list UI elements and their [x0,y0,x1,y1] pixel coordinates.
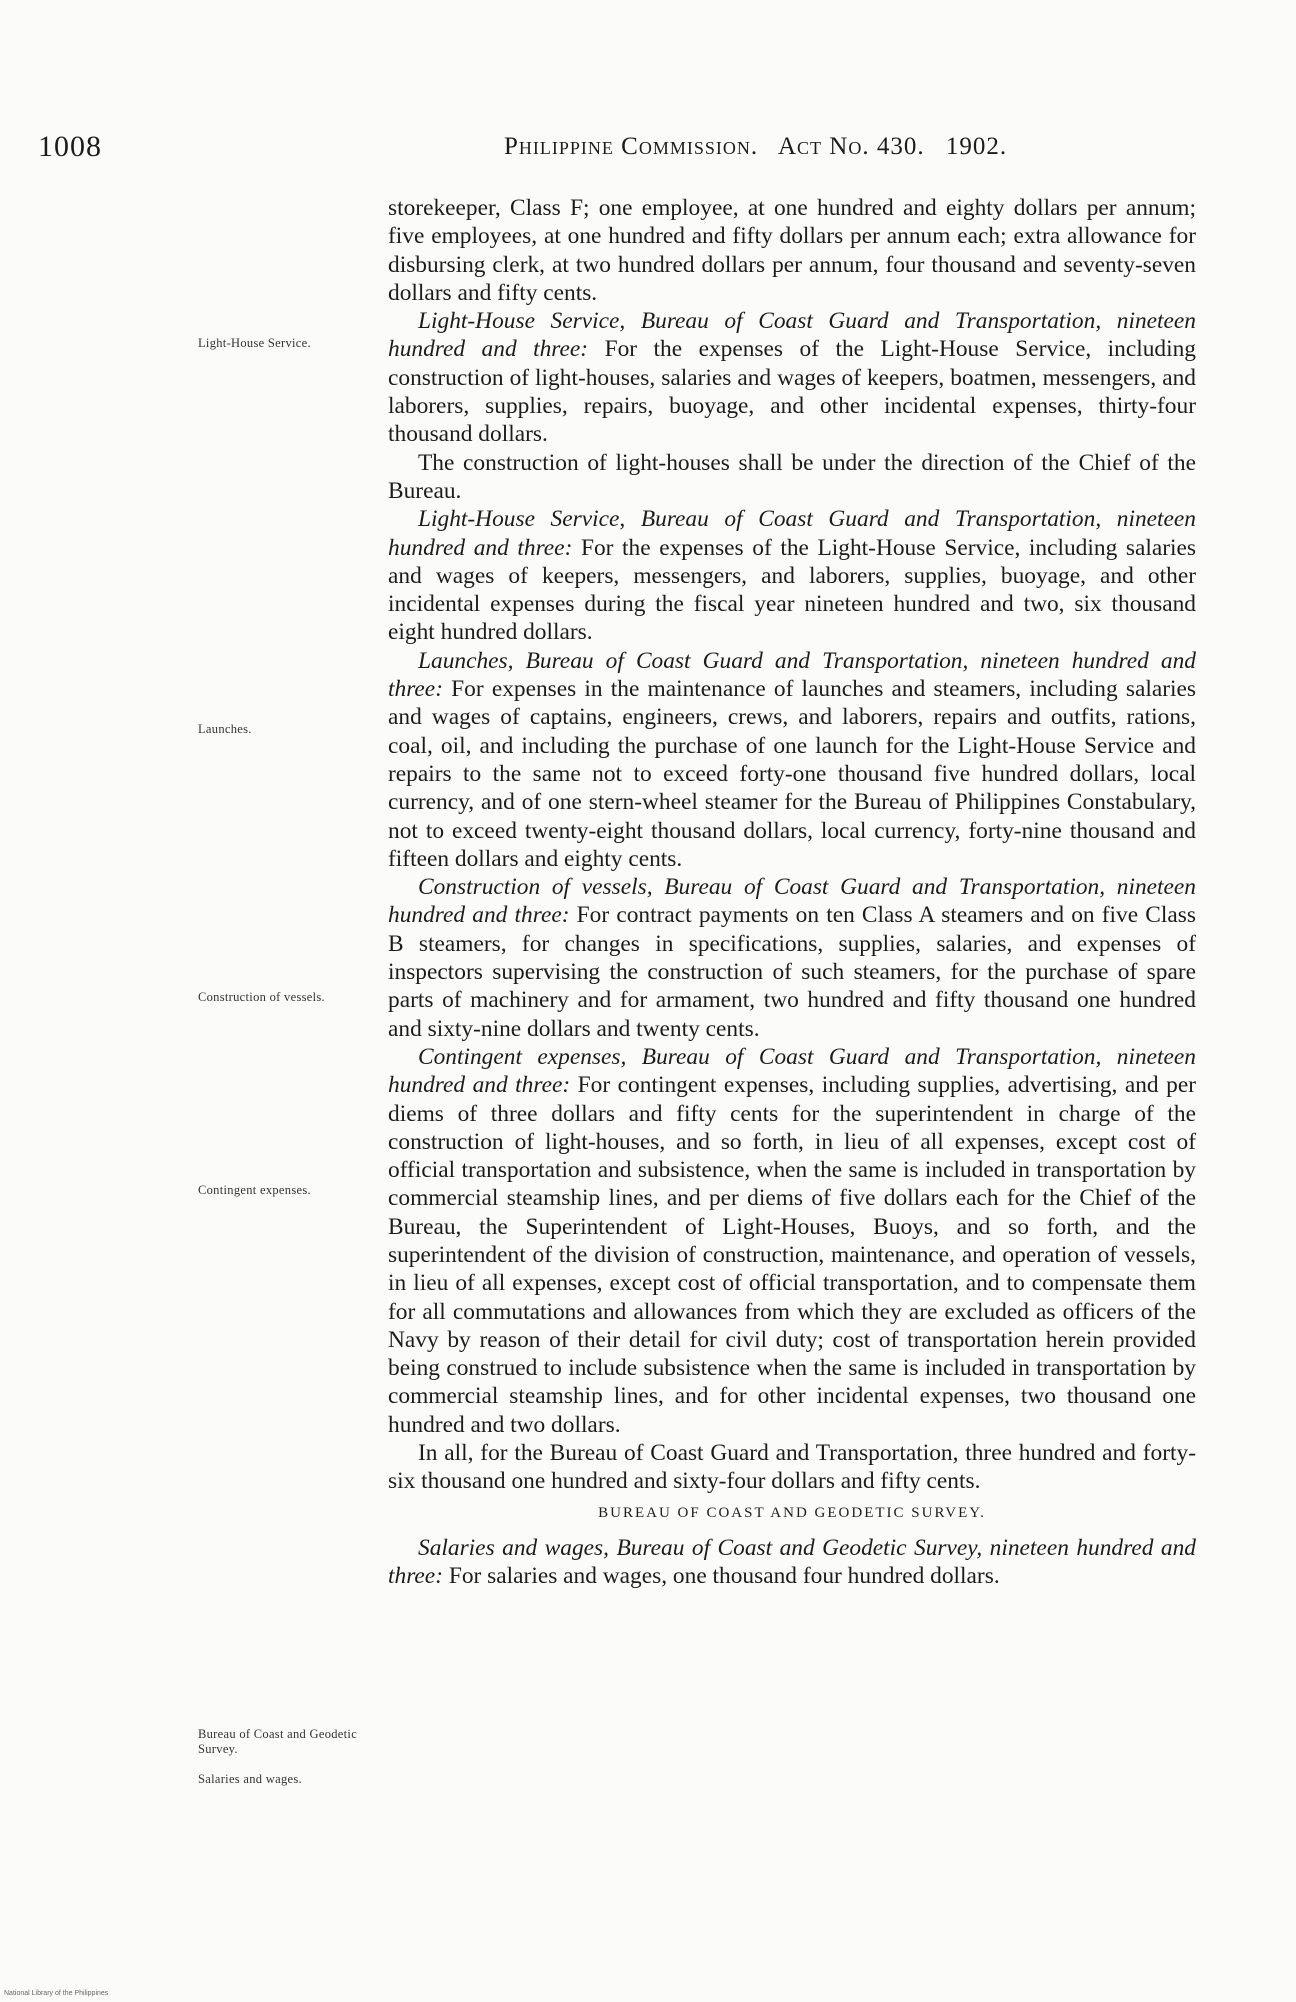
paragraph-text: BUREAU OF COAST AND GEODETIC SURVEY. [598,1504,986,1521]
paragraph [388,1534,1196,1591]
paragraph-text: storekeeper, Class F; one employee, at one hundred and eighty dollars per annum; five employees, at one hundred and fifty dollars per annum each; extra allowance for disbursing clerk, at two hundred dollars per annum, four thousand and seventy-seven dollars and fifty cents. [388,195,1196,306]
margin-note-light-house: Light-House Service. [198,336,311,350]
paragraph-text: For contingent expenses, including supplies, advertising, and per diems of three dollars and fifty cents for the superintendent in charge of the construction of light-houses, and so forth, in lieu of all expenses, except cost of official transportation and subsistence, when the same is included in transportation by commercial steamship lines, and per diems of five dollars each for the Chief of the Bureau, the Superintendent of Light-Houses, Buoys, and so forth, and the superintendent of the division of construction, maintenance, and operation of vessels, in lieu of all expenses, except cost of official transportation, and to compensate them for all commutations and allowances from which they are excluded as officers of the Navy by reason of their detail for civil duty; cost of transportation herein provided being construed to include subsistence when the same is included in transportation by commercial steamship lines, and for other incidental expenses, two thousand one hundred and two dollars. [388,1072,1196,1438]
page-number: 1008 [38,130,102,163]
paragraph-lead: Light-House Service, Bureau of Coast Guard and Transportation, nineteen hundred and three: [388,308,1196,363]
paragraph [388,647,1196,873]
paragraph-text: For the expenses of the Light-House Service, including construction of light-houses, salaries and wages of keepers, boatmen, messengers, and laborers, supplies, repairs, buoyage, and other incidental expenses, thirty-four thousand dollars. [388,336,1197,448]
paragraph [388,449,1196,506]
margin-note-salaries: Salaries and wages. [198,1772,302,1786]
section-heading [388,1502,1196,1524]
paragraph [388,1439,1196,1496]
paragraph [388,194,1196,307]
paragraph [388,505,1196,646]
footer-note: National Library of the Philippines [4,1990,109,1997]
running-head-act: Act No. 430. [777,133,925,160]
paragraph-lead: Contingent expenses, Bureau of Coast Guard and Transportation, nineteen hundred and three: [388,1043,1196,1099]
paragraph [388,307,1196,448]
paragraph-text: For the expenses of the Light-House Service, including salaries and wages of keepers, messengers, and laborers, supplies, buoyage, and other incidental expenses during the fiscal year nineteen hundred and two, six thousand eight hundred dollars. [388,534,1197,646]
paragraph-lead: Light-House Service, Bureau of Coast Guard and Transportation, nineteen hundred and three: [388,506,1196,561]
paragraph-text: For salaries and wages, one thousand four hundred dollars. [442,1562,1000,1589]
paragraph [388,873,1196,1043]
margin-note-coast-geodetic: Bureau of Coast and Geodetic Survey. [198,1727,358,1756]
running-head-year: 1902. [945,133,1008,160]
running-head [504,133,1021,161]
paragraph-text: The construction of light-houses shall be under the direction of the Chief of the Bureau. [388,449,1196,504]
paragraph-lead: Launches, Bureau of Coast Guard and Transportation, nineteen hundred and three: [388,647,1196,703]
paragraph-text: For expenses in the maintenance of launches and steamers, including salaries and wages of captains, engineers, crews, and laborers, repairs and outfits, rations, coal, oil, and including the purchase of one launch for the Light-House Service and repairs to the same not to exceed forty-one thousand five hundred dollars, local currency, and of one stern-wheel steamer for the Bureau of Philippines Constabulary, not to exceed twenty-eight thousand dollars, local currency, forty-nine thousand and fifteen dollars and eighty cents. [388,676,1196,872]
running-head-title: Philippine Commission. [504,133,759,160]
paragraph-lead: Construction of vessels, Bureau of Coast Guard and Transportation, nineteen hundred and three: [388,874,1196,929]
margin-note-launches: Launches. [198,722,252,736]
paragraph-text: For contract payments on ten Class A steamers and on five Class B steamers, for changes in specifications, supplies, salaries, and expenses of inspectors supervising the construction of such steamers, for the purchase of spare parts of machinery and for armament, two hundred and fifty thousand one hundred and sixty-nine dollars and twenty cents. [388,902,1196,1042]
margin-note-contingent: Contingent expenses. [198,1183,311,1197]
margin-note-construction: Construction of vessels. [198,990,325,1004]
paragraph-lead: Salaries and wages, Bureau of Coast and Geodetic Survey, nineteen hundred and three: [388,1534,1196,1589]
paragraph-text: In all, for the Bureau of Coast Guard and Transportation, three hundred and forty-six thousand one hundred and sixty-four dollars and fifty cents. [388,1440,1196,1495]
paragraph [388,1043,1196,1439]
body-text [388,194,1196,1590]
